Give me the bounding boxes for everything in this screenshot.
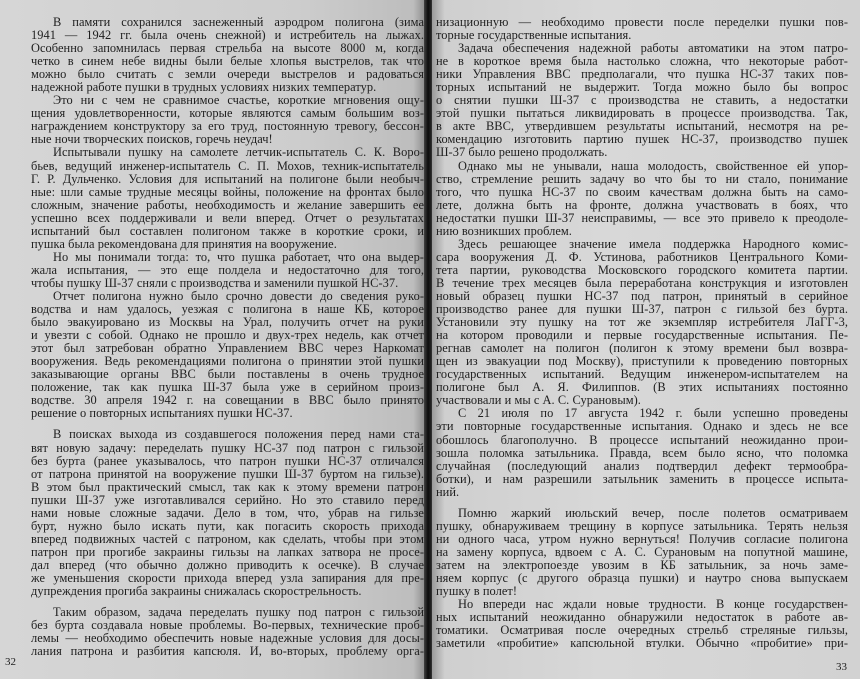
text-line: ные ночи творческих поисков, горечь неудач!	[31, 133, 273, 147]
text-line: награждением конструктору за его труд, постоянную тревогу, бессон-	[31, 120, 424, 134]
text-line: Но впереди нас ждали новые трудности. В конце государствен-	[458, 598, 848, 612]
text-line: низационную — необходимо провести после переделки пушки пов-	[436, 16, 848, 29]
text-line: решение о повторных испытаниях пушки НС-37.	[31, 407, 293, 421]
text-line: ний.	[436, 485, 460, 499]
text-line: лания патрона и разбития капсюля. И, во-вторых, проблему орга-	[31, 645, 424, 659]
paragraph	[436, 598, 848, 650]
text-line: В течение трех месяцев была переработана конструкция и изготовлен	[436, 276, 848, 290]
paragraph	[31, 146, 424, 250]
paragraph	[31, 16, 424, 94]
text-line: В памяти сохранился заснеженный аэродром полигона (зима	[53, 16, 424, 29]
text-line: чтобы пушку Ш-37 сняли с производства и заменили пушкой НС-37.	[31, 276, 399, 290]
text-line: надежной работе пушки в трудных условиях низких температур.	[31, 81, 377, 95]
paragraph	[31, 290, 424, 420]
text-line: ники Управления ВВС предполагали, что пушка НС-37 таких пов-	[436, 68, 848, 82]
text-line: случайная (последующий анализ подтвердил дефект термообра-	[436, 459, 848, 473]
text-line: щен из эвакуации под Москву), приступили к проведению повторных	[436, 355, 848, 369]
text-line: пушка была рекомендована для принятия на вооружение.	[31, 237, 337, 251]
text-line: томатики. Осматривая после очередных стрельб стреляные гильзы,	[436, 624, 848, 638]
text-line: Здесь решающее значение имела поддержка Народного комис-	[458, 237, 848, 251]
paragraph	[31, 428, 424, 598]
text-line: заметили «пробитие» капсюльной втулки. Обычно «пробитие» при-	[436, 637, 848, 651]
text-line: Однако мы не унывали, наша молодость, свойственное ей упор-	[458, 159, 848, 173]
text-line: недостатки пушки Ш-37 неисправимы, — все это привело к преодоле-	[436, 211, 848, 225]
text-line: и увезти с собой. Однако не прошло и двух-трех недель, как отчет	[31, 329, 424, 343]
text-line: тета партии, руководства Московского городского комитета партии.	[436, 263, 848, 277]
text-line: затем на электропоезде увозим в КБ затыльник, за ночь заме-	[436, 558, 848, 572]
text-line: нами новые сложные задачи. Дело в том, что, убрав на гильзе	[31, 506, 424, 520]
text-line: о снятии пушки Ш-37 с производства не ставить, а недостатки	[436, 94, 848, 108]
paragraph	[436, 238, 848, 408]
text-line: не в короткое время была настолько сложна, что некоторые работ-	[436, 55, 848, 69]
text-line: дал вперед (что обычно должно приводить к осечке). В случае	[31, 558, 424, 572]
left-page	[0, 0, 426, 679]
page-number: 32	[5, 656, 16, 668]
text-line: эти повторные государственные испытания. Однако и здесь не все	[436, 420, 848, 434]
text-line: пушки Ш-37 уже изготавливался серийно. Но это ставило перед	[31, 493, 424, 507]
text-line: без бурта (ранее указывалось, что патрон пушки НС-37 отличался	[31, 454, 424, 468]
text-line: Помню жаркий июльский вечер, после полетов осматриваем	[458, 506, 848, 520]
text-line: Но мы понимали тогда: то, что пушка работает, что она выдер-	[53, 250, 424, 264]
text-line: Это ни с чем не сравнимое счастье, короткие мгновения ощу-	[53, 94, 424, 108]
text-line: водства и нам удалось, уезжая с полигона в наше КБ, которое	[31, 303, 424, 317]
paragraph	[436, 42, 848, 159]
text-line: сложным, значение работы, необходимость и желание завершить ее	[31, 198, 424, 212]
text-line: того, что пушка НС-37 по своим качествам должна быть на само-	[436, 185, 848, 199]
text-line: лете, должна быть на фронте, должна участвовать в боях, что	[436, 198, 848, 212]
text-line: этой пушки пытаться ликвидировать в процессе производства. Так,	[436, 107, 848, 121]
text-line: Испытывали пушку на самолете летчик-испытатель С. К. Воро-	[53, 146, 424, 160]
text-line: на котором проводили и первые государственные испытания. Пе-	[436, 329, 848, 343]
paragraph	[31, 606, 424, 658]
text-line: вооружения. Ведь рекомендациями полигона о принятии этой пушки	[31, 355, 424, 369]
text-line: ные: шли самые трудные месяцы войны, положение на фронтах было	[31, 185, 424, 199]
text-line: патрон при прогибе закраины гильзы на лапках затвора не просе-	[31, 545, 424, 559]
text-line: этот был затребован обратно Управлением ВВС через Наркомат	[31, 342, 424, 356]
paragraph	[31, 251, 424, 290]
text-line: от патрона принятой на вооружение пушки Ш-37 буртом на гильзе).	[31, 467, 424, 481]
text-line: обошлось благополучно. В процессе испытаний неожиданно прои-	[436, 433, 848, 447]
text-line: ботки), и нам разрешили затыльник заменить в процессе испыта-	[436, 472, 848, 486]
text-line: дупреждения прогиба закраины снижалась скорострельность.	[31, 585, 362, 599]
paragraph	[436, 407, 848, 498]
text-line: Особенно запомнилась первая стрельба на высоте 8000 м, когда	[31, 42, 424, 56]
page-number: 33	[836, 661, 847, 673]
text-line: торные государственные испытания.	[436, 29, 632, 43]
text-line: Отчет полигона нужно было срочно довести до сведения руко-	[53, 289, 424, 303]
text-line: няем корпус (с другого образца пушки) и наутро снова выпускаем	[436, 571, 848, 585]
text-line: щения удовлетворенности, которые являются самым большим воз-	[31, 107, 424, 121]
text-line: бурт, нужно было искать пути, как погасить скорость прихода	[31, 519, 424, 533]
text-line: положение, так как пушка Ш-37 была уже в серийном произ-	[31, 381, 424, 395]
text-line: сара вооружения Д. Ф. Устинова, работников Центрального Коми-	[436, 250, 848, 264]
text-line: испытаний был составлен полигоном также в короткие сроки, и	[31, 224, 424, 238]
text-line: ство, стремление решить задачу во что бы то ни стало, понимание	[436, 172, 848, 186]
text-line: бьев, ведущий инженер-испытатель С. П. Мохов, техник-испытатель	[31, 159, 424, 173]
text-line: вперед подвижных частей с патроном, как сделать, чтобы при этом	[31, 532, 424, 546]
text-line: торных испытаний не выдержит. Тогда можно было бы вопрос	[436, 81, 848, 95]
text-line: четко в синем небе видны были белые хлопья выстрелов, так что	[31, 55, 424, 69]
text-line: жала испытания, — это еще полдела и недостаточно для того,	[31, 263, 424, 277]
text-line: ни одного часа, утром нужно вернуться! Получив согласие полигона	[436, 532, 848, 546]
paragraph	[31, 94, 424, 146]
text-line: новый образец пушки НС-37 под патрон, принятый в серийное	[436, 289, 848, 303]
text-line: успешно всех поддерживали и вели вперед. Отчет о результатах	[31, 211, 424, 225]
text-line: полигоне был А. Я. Филиппов. (В этих испытаниях постоянно	[436, 381, 848, 395]
paragraph	[436, 507, 848, 598]
page-text	[31, 16, 424, 658]
text-line: Таким образом, задача переделать пушку под патрон с гильзой	[53, 606, 424, 620]
text-line: В этом был практический смысл, так как к этому времени патрон	[31, 480, 424, 494]
text-line: было эвакуировано из Москвы на Урал, получить отчет на руки	[31, 316, 424, 330]
text-line: же уменьшения скорости прихода вперед узла запирания для пре-	[31, 571, 424, 585]
text-line: участвовали и мы с А. С. Сурановым).	[436, 394, 641, 408]
paragraph	[436, 16, 848, 42]
text-line: Задача обеспечения надежной работы автоматики на этом патро-	[458, 42, 848, 56]
text-line: на замену корпуса, вдвоем с А. С. Сурановым на попутной машине,	[436, 545, 848, 559]
text-line: В поисках выхода из создавшегося положения перед нами ста-	[53, 428, 424, 442]
right-page	[432, 0, 860, 679]
text-line: ных испытаний неожиданно обнаружили недостаток в работе ав-	[436, 611, 848, 625]
text-line: С 21 июля по 17 августа 1942 г. были успешно проведены	[458, 407, 848, 421]
text-line: пушку в полет!	[436, 585, 518, 599]
text-line: пушку, обнаруживаем трещину в корпусе затыльника. Терять нельзя	[436, 519, 848, 533]
text-line: Ш-37 было решено продолжать.	[436, 146, 608, 160]
text-line: государственных испытаний. Ведущим инженером-испытателем на	[436, 368, 848, 382]
paragraph	[436, 160, 848, 238]
text-line: нию возникших проблем.	[436, 224, 572, 238]
text-line: производство ранее для пушки Ш-37, патрон с гильзой без бурта.	[436, 303, 848, 317]
text-line: регнав самолет на полигон (полигон к этому времени был возвра-	[436, 342, 848, 356]
text-line: комендацию изготовить партию пушек НС-37, производство пушек	[436, 133, 848, 147]
text-line: в акте ВВС, утвердившем результаты испытаний, несмотря на ре-	[436, 120, 848, 134]
text-line: Установили эту пушку на тот же экземпляр истребителя ЛаГГ-3,	[436, 316, 848, 330]
text-line: водстве. 30 апреля 1942 г. на совещании в ВВС было принято	[31, 394, 424, 408]
text-line: зошла поломка затыльника. Правда, всем было ясно, что поломка	[436, 446, 848, 460]
text-line: 1941 — 1942 гг. была очень снежной) и истребитель на лыжах.	[31, 29, 424, 43]
text-line: заказывающие органы ВВС были поставлены в очень трудное	[31, 368, 424, 382]
page-text	[436, 16, 848, 650]
text-line: вят новую задачу: переделать пушку НС-37 под патрон с гильзой	[31, 441, 424, 455]
text-line: лемы — необходимо обеспечить новые надежные условия для досы-	[31, 632, 424, 646]
text-line: Г. Р. Дульченко. Условия для испытаний на полигоне были необыч-	[31, 172, 424, 186]
text-line: можно было считать с земли очереди выстрелов и радоваться	[31, 68, 424, 82]
text-line: без бурта создавала новые проблемы. Во-первых, технические проб-	[31, 619, 424, 633]
